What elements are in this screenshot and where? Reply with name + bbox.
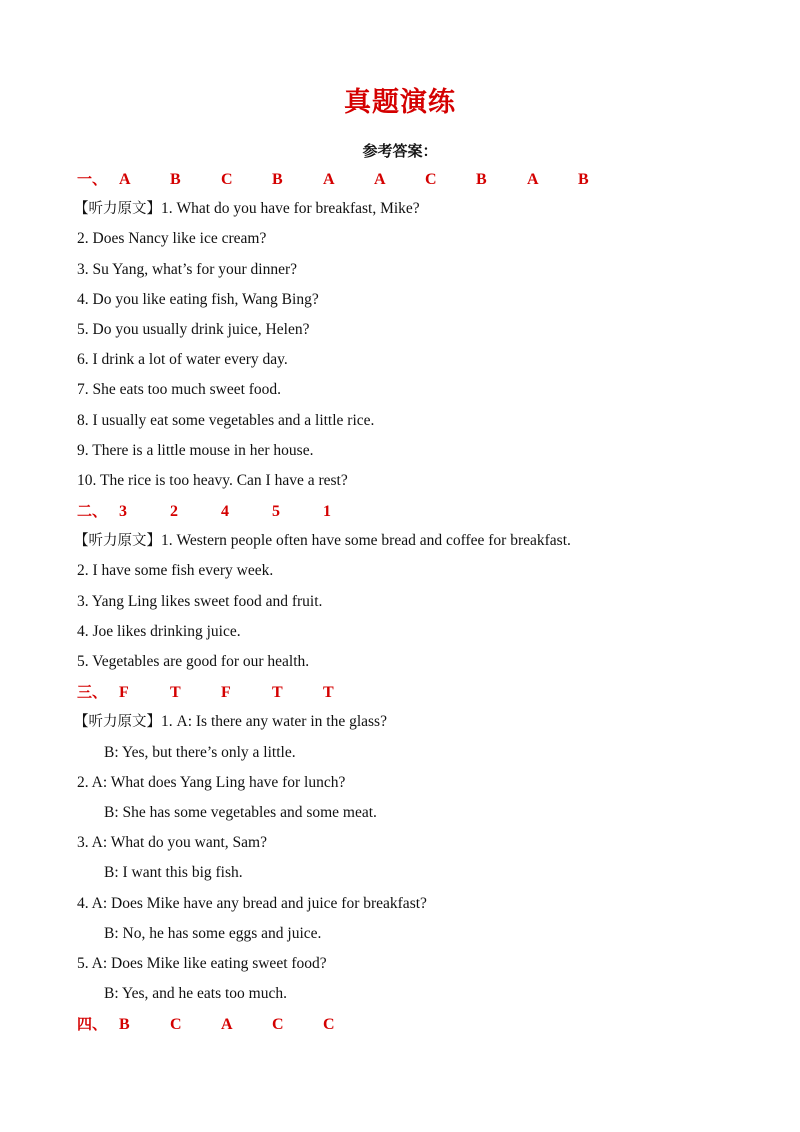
transcript-line <box>74 526 777 556</box>
answer-option: B <box>170 171 181 188</box>
listening-transcript-label: 【听力原文】 <box>74 714 161 731</box>
section-1-answers <box>77 164 777 194</box>
answer-option: 3 <box>119 503 127 521</box>
transcript-line: B: No, he has some eggs and juice. <box>104 924 322 942</box>
answer-option: A <box>221 1016 233 1034</box>
transcript-line: 2. Does Nancy like ice cream? <box>77 230 267 248</box>
section-1-number: 一、 <box>77 170 108 188</box>
section-2-number: 二、 <box>77 502 108 521</box>
section-4-answers <box>77 1009 777 1039</box>
transcript-line: 4. Joe likes drinking juice. <box>77 622 241 640</box>
transcript-line: 5. Vegetables are good for our health. <box>77 653 310 670</box>
transcript-line: 2. I have some fish every week. <box>77 562 274 580</box>
transcript-text: 1. A: Is there any water in the glass? <box>161 713 387 731</box>
transcript-line <box>74 707 777 737</box>
transcript-text: 1. Western people often have some bread and coffee for breakfast. <box>161 532 571 550</box>
answer-option: B <box>578 171 589 188</box>
answer-option: F <box>119 684 129 702</box>
answer-option: F <box>221 684 231 702</box>
transcript-line <box>74 194 777 224</box>
answer-option: B <box>476 171 487 188</box>
transcript-line: B: I want this big fish. <box>104 864 243 882</box>
section-3-number: 三、 <box>77 683 108 702</box>
answer-option: C <box>323 1016 335 1034</box>
section-3-answers <box>77 677 777 707</box>
transcript-line: 6. I drink a lot of water every day. <box>77 351 288 369</box>
transcript-line: 4. A: Does Mike have any bread and juice for breakfast? <box>77 894 427 912</box>
answer-option: T <box>170 684 181 702</box>
page-title: 真题演练 <box>344 87 456 118</box>
transcript-line: 10. The rice is too heavy. Can I have a rest? <box>77 471 348 489</box>
answer-option: C <box>425 171 437 188</box>
answer-option: A <box>527 171 539 188</box>
transcript-line: 7. She eats too much sweet food. <box>77 381 282 399</box>
transcript-line: 9. There is a little mouse in her house. <box>77 441 314 459</box>
transcript-line: 3. Yang Ling likes sweet food and fruit. <box>77 592 323 610</box>
transcript-line: 5. Do you usually drink juice, Helen? <box>77 320 310 338</box>
answer-option: A <box>323 171 335 188</box>
transcript-text: 1. What do you have for breakfast, Mike? <box>161 200 420 218</box>
transcript-line: 4. Do you like eating fish, Wang Bing? <box>77 290 319 308</box>
answer-option: C <box>272 1016 284 1034</box>
transcript-line: 3. Su Yang, what’s for your dinner? <box>77 260 297 278</box>
listening-transcript-label: 【听力原文】 <box>74 201 161 218</box>
transcript-line: 5. A: Does Mike like eating sweet food? <box>77 954 327 972</box>
answer-option: T <box>272 684 283 702</box>
answer-option: 1 <box>323 503 331 521</box>
document-body <box>74 164 777 1039</box>
answer-option: 2 <box>170 503 178 521</box>
transcript-line: B: Yes, and he eats too much. <box>104 985 287 1003</box>
transcript-line: B: Yes, but there’s only a little. <box>104 743 296 761</box>
answer-option: A <box>119 171 131 188</box>
transcript-line: 3. A: What do you want, Sam? <box>77 834 267 852</box>
answer-option: 4 <box>221 503 229 521</box>
transcript-line: 8. I usually eat some vegetables and a little rice. <box>77 411 375 429</box>
section-2-answers <box>77 496 777 526</box>
answer-option: C <box>221 171 233 188</box>
answer-option: C <box>170 1016 182 1034</box>
answer-option: T <box>323 684 334 702</box>
section-4-number: 四、 <box>77 1015 108 1034</box>
answer-option: B <box>119 1016 130 1034</box>
answer-option: A <box>374 171 386 188</box>
listening-transcript-label: 【听力原文】 <box>74 533 161 550</box>
answer-option: 5 <box>272 503 280 521</box>
answer-option: B <box>272 171 283 188</box>
transcript-line: 2. A: What does Yang Ling have for lunch? <box>77 773 346 791</box>
answer-key-heading: 参考答案： <box>362 142 438 160</box>
transcript-line: B: She has some vegetables and some meat. <box>104 803 377 821</box>
